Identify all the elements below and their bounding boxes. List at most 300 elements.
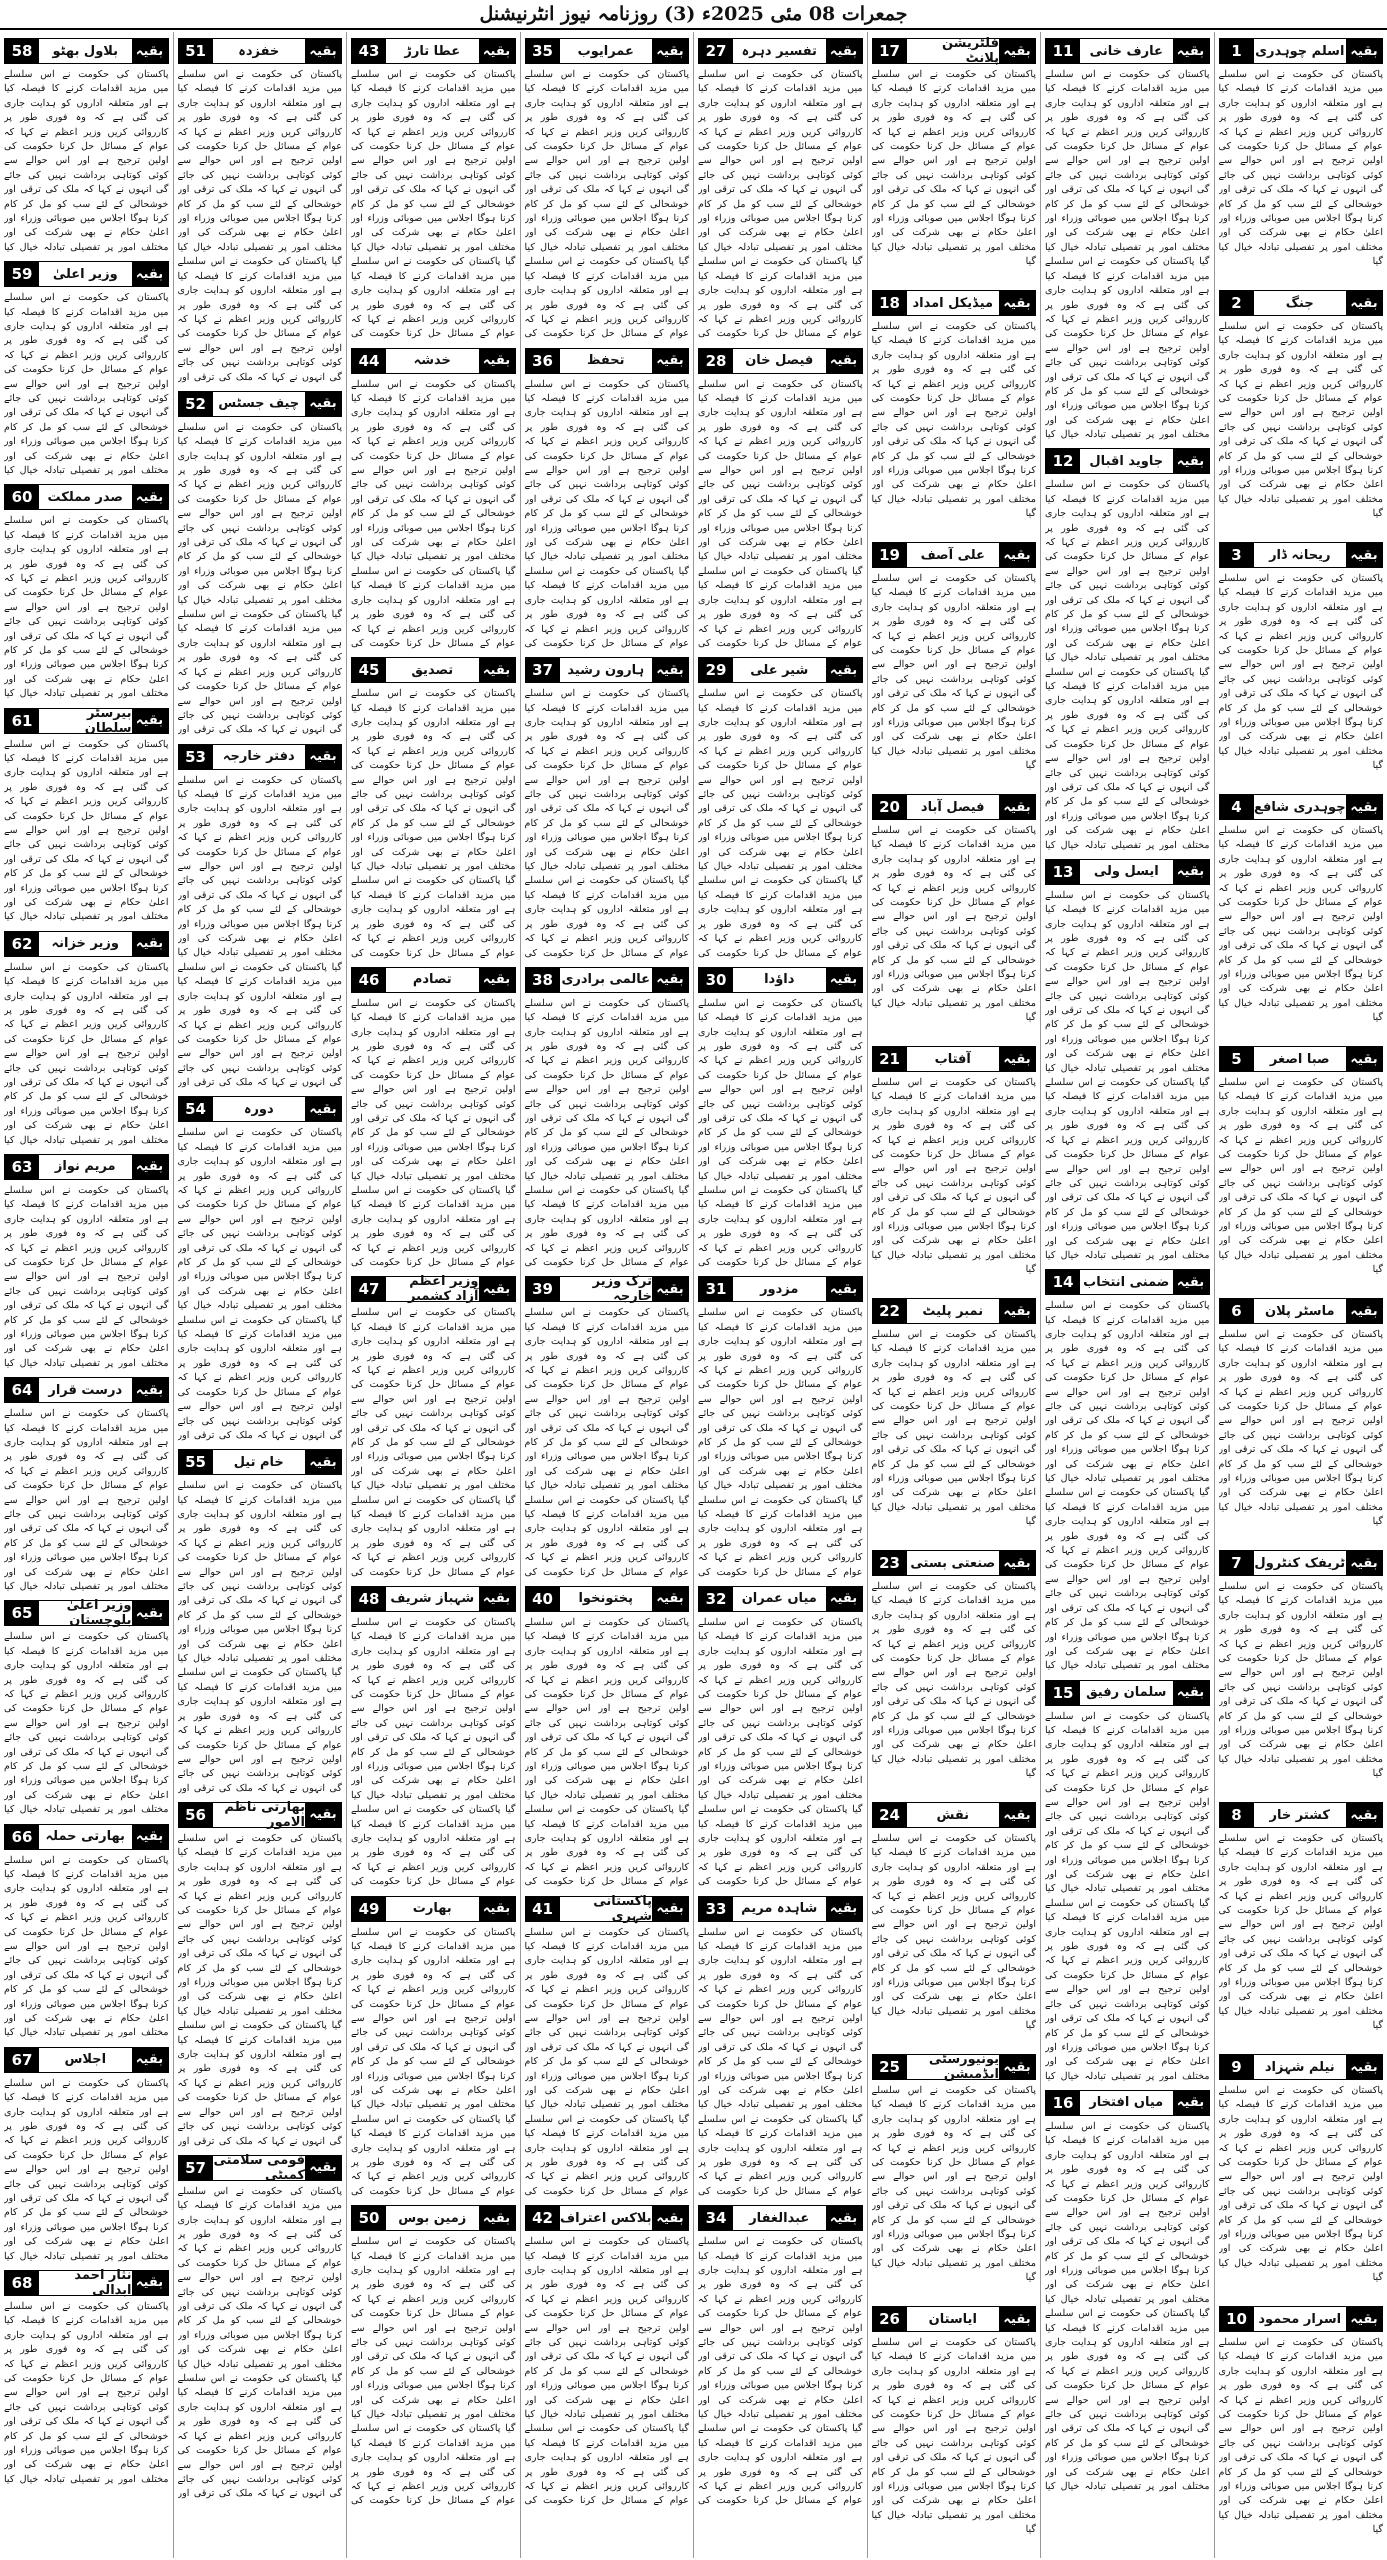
article-body: پاکستان کی حکومت نے اس سلسلے میں مزید اقدامات کرنے کا فیصلہ کیا ہے اور متعلقہ اداروں کو ہدایت جاری کی گئی ہے کہ وہ فوری طور پر کارروائی کریں وزیر اعظم نے کہا کہ عوام کے مسائل حل کرنا حکومت کی اولین ترجیح ہے اور اس حوالے سے کوئی کوتاہی برداشت نہیں کی جائے گی انہوں نے کہا کہ ملک کی ترقی اور خوشحالی کے لئے سب کو مل کر کام کرنا ہوگا اجلاس میں صوبائی وزراء اور اعلیٰ حکام نے بھی شرکت کی اور مختلف امور پر تفصیلی تبادلہ خیال کیا گیا [871,1329,1036,1528]
continuation-number: 6 [1220,1299,1254,1323]
continuation-box [872,794,1037,820]
article-body: پاکستان کی حکومت نے اس سلسلے میں مزید اقدامات کرنے کا فیصلہ کیا ہے اور متعلقہ اداروں کو ہدایت جاری کی گئی ہے کہ وہ فوری طور پر کارروائی کریں وزیر اعظم نے کہا کہ عوام کے مسائل حل کرنا حکومت کی اولین ترجیح ہے اور اس حوالے سے کوئی کوتاہی برداشت نہیں کی جائے گی انہوں نے کہا کہ ملک کی ترقی اور خوشحالی کے لئے سب کو مل کر کام کرنا ہوگا اجلاس میں صوبائی وزراء اور اعلیٰ حکام نے بھی شرکت کی اور مختلف امور پر تفصیلی تبادلہ خیال کیا گیا پاکستان کی حکومت نے اس سلسلے میں مزید اقدامات کرنے کا فیصلہ کیا ہے اور متعلقہ اداروں کو ہدایت جاری کی گئی ہے کہ وہ فوری طور پر کارروائی کریں وزیر اعظم نے کہا کہ عوام کے مسائل حل کرنا حکومت کی اولین ترجیح ہے اور اس حوالے سے کوئی کوتاہی برداشت نہیں کی جائے گی انہوں نے کہا کہ ملک کی ترقی اور [177,69,342,383]
article-body: پاکستان کی حکومت نے اس سلسلے میں مزید اقدامات کرنے کا فیصلہ کیا ہے اور متعلقہ اداروں کو ہدایت جاری کی گئی ہے کہ وہ فوری طور پر کارروائی کریں وزیر اعظم نے کہا کہ عوام کے مسائل حل کرنا حکومت کی اولین ترجیح ہے اور اس حوالے سے کوئی کوتاہی برداشت نہیں کی جائے گی انہوں نے کہا کہ ملک کی ترقی اور خوشحالی کے لئے سب کو مل کر کام کرنا ہوگا اجلاس میں صوبائی وزراء اور اعلیٰ حکام نے بھی شرکت کی اور مختلف امور پر تفصیلی تبادلہ خیال کیا گیا پاکستان کی حکومت نے اس سلسلے میں مزید اقدامات کرنے کا فیصلہ کیا ہے اور متعلقہ اداروں کو ہدایت جاری کی گئی ہے کہ وہ فوری طور پر کارروائی کریں وزیر اعظم نے کہا کہ عوام کے مسائل حل کرنا حکومت کی [698,378,863,649]
article-body: پاکستان کی حکومت نے اس سلسلے میں مزید اقدامات کرنے کا فیصلہ کیا ہے اور متعلقہ اداروں کو ہدایت جاری کی گئی ہے کہ وہ فوری طور پر کارروائی کریں وزیر اعظم نے کہا کہ عوام کے مسائل حل کرنا حکومت کی اولین ترجیح ہے اور اس حوالے سے کوئی کوتاہی برداشت نہیں کی جائے گی انہوں نے کہا کہ ملک کی ترقی اور خوشحالی کے لئے سب کو مل کر کام کرنا ہوگا اجلاس میں صوبائی وزراء اور اعلیٰ حکام نے بھی شرکت کی اور مختلف امور پر تفصیلی تبادلہ خیال کیا گیا پاکستان کی حکومت نے اس سلسلے میں مزید اقدامات کرنے کا فیصلہ کیا ہے اور متعلقہ اداروں کو ہدایت جاری کی گئی ہے کہ وہ فوری طور پر کارروائی کریں وزیر اعظم نے کہا کہ عوام کے مسائل حل کرنا حکومت کی اولین ترجیح ہے اور اس حوالے سے کوئی کوتاہی برداشت نہیں کی جائے گی انہوں نے کہا کہ ملک کی ترقی اور خوشحالی کے لئے سب کو مل کر کام کرنا ہوگا اجلاس میں صوبائی وزراء اور اعلیٰ حکام نے بھی شرکت کی اور مختلف امور پر تفصیلی تبادلہ خیال کیا [1045,479,1210,851]
continuation-box [1045,859,1210,885]
continuation-number: 23 [873,1551,907,1575]
article-body: پاکستان کی حکومت نے اس سلسلے میں مزید اقدامات کرنے کا فیصلہ کیا ہے اور متعلقہ اداروں کو ہدایت جاری کی گئی ہے کہ وہ فوری طور پر کارروائی کریں وزیر اعظم نے کہا کہ عوام کے مسائل حل کرنا حکومت کی اولین ترجیح ہے اور اس حوالے سے کوئی کوتاہی برداشت نہیں کی جائے گی انہوں نے کہا کہ ملک کی ترقی اور خوشحالی کے لئے سب کو مل کر کام کرنا ہوگا اجلاس میں صوبائی وزراء اور اعلیٰ حکام نے بھی شرکت کی اور مختلف امور پر تفصیلی تبادلہ خیال کیا گیا [871,2337,1036,2536]
continuation-word: بقیہ [132,1825,168,1849]
continuation-number: 30 [699,968,733,992]
article-body: پاکستان کی حکومت نے اس سلسلے میں مزید اقدامات کرنے کا فیصلہ کیا ہے اور متعلقہ اداروں کو ہدایت جاری کی گئی ہے کہ وہ فوری طور پر کارروائی کریں وزیر اعظم نے کہا کہ عوام کے مسائل حل کرنا حکومت کی اولین ترجیح ہے اور اس حوالے سے کوئی کوتاہی برداشت نہیں کی جائے گی انہوں نے کہا کہ ملک کی ترقی اور خوشحالی کے لئے سب کو مل کر کام کرنا ہوگا اجلاس میں صوبائی وزراء اور اعلیٰ حکام نے بھی شرکت کی اور مختلف امور پر تفصیلی تبادلہ خیال کیا گیا [1218,1077,1383,1276]
continuation-number: 54 [179,1097,213,1121]
article-body: پاکستان کی حکومت نے اس سلسلے میں مزید اقدامات کرنے کا فیصلہ کیا ہے اور متعلقہ اداروں کو ہدایت جاری کی گئی ہے کہ وہ فوری طور پر کارروائی کریں وزیر اعظم نے کہا کہ عوام کے مسائل حل کرنا حکومت کی اولین ترجیح ہے اور اس حوالے سے کوئی کوتاہی برداشت نہیں کی جائے گی انہوں نے کہا کہ ملک کی ترقی اور خوشحالی کے لئے سب کو مل کر کام کرنا ہوگا اجلاس میں صوبائی وزراء اور اعلیٰ حکام نے بھی شرکت کی اور مختلف امور پر تفصیلی تبادلہ خیال کیا گیا پاکستان کی حکومت نے اس سلسلے میں مزید اقدامات کرنے کا فیصلہ کیا ہے اور متعلقہ اداروں کو ہدایت جاری کی گئی ہے کہ وہ فوری طور پر کارروائی کریں وزیر اعظم نے کہا کہ عوام کے مسائل حل کرنا حکومت کی [698,997,863,1269]
continuation-title: میڈیکل امداد [907,291,1000,315]
continuation-number: 17 [873,39,907,63]
continuation-title: اجلاس [39,2048,132,2072]
continuation-title: شاہدہ مریم [733,1897,826,1921]
article-body: پاکستان کی حکومت نے اس سلسلے میں مزید اقدامات کرنے کا فیصلہ کیا ہے اور متعلقہ اداروں کو ہدایت جاری کی گئی ہے کہ وہ فوری طور پر کارروائی کریں وزیر اعظم نے کہا کہ عوام کے مسائل حل کرنا حکومت کی اولین ترجیح ہے اور اس حوالے سے کوئی کوتاہی برداشت نہیں کی جائے گی انہوں نے کہا کہ ملک کی ترقی اور خوشحالی کے لئے سب کو مل کر کام کرنا ہوگا اجلاس میں صوبائی وزراء اور اعلیٰ حکام نے بھی شرکت کی اور مختلف امور پر تفصیلی تبادلہ خیال کیا گیا [1218,573,1383,772]
continuation-box [178,2152,343,2183]
continuation-title: نثار احمد ابدالی [39,2271,132,2295]
continuation-title: بلاول بھٹو [39,39,132,63]
continuation-box [872,2054,1037,2080]
article-body: پاکستان کی حکومت نے اس سلسلے میں مزید اقدامات کرنے کا فیصلہ کیا ہے اور متعلقہ اداروں کو ہدایت جاری کی گئی ہے کہ وہ فوری طور پر کارروائی کریں وزیر اعظم نے کہا کہ عوام کے مسائل حل کرنا حکومت کی اولین ترجیح ہے اور اس حوالے سے کوئی کوتاہی برداشت نہیں کی جائے گی انہوں نے کہا کہ ملک کی ترقی اور خوشحالی کے لئے سب کو مل کر کام کرنا ہوگا اجلاس میں صوبائی وزراء اور اعلیٰ حکام نے بھی شرکت کی اور مختلف امور پر تفصیلی تبادلہ خیال کیا گیا پاکستان کی حکومت نے اس سلسلے میں مزید اقدامات کرنے کا فیصلہ کیا ہے اور متعلقہ اداروں کو ہدایت جاری کی گئی ہے کہ وہ فوری طور پر کارروائی کریں وزیر اعظم نے کہا کہ عوام کے مسائل حل کرنا حکومت کی اولین ترجیح ہے اور اس حوالے سے کوئی کوتاہی برداشت نہیں کی جائے گی انہوں نے کہا کہ ملک کی ترقی اور [177,421,342,736]
continuation-title: کشتر خار [1254,1803,1347,1827]
continuation-title: صنعتی بستی [907,1551,1000,1575]
continuation-box [351,1586,516,1612]
continuation-number: 68 [5,2271,39,2295]
continuation-title: میاں عمران [733,1587,826,1611]
continuation-word: بقیہ [132,39,168,63]
continuation-word: بقیہ [826,2206,862,2230]
continuation-number: 20 [873,795,907,819]
continuation-box [872,542,1037,568]
continuation-box [698,1896,863,1922]
article-body: پاکستان کی حکومت نے اس سلسلے میں مزید اقدامات کرنے کا فیصلہ کیا ہے اور متعلقہ اداروں کو ہدایت جاری کی گئی ہے کہ وہ فوری طور پر کارروائی کریں وزیر اعظم نے کہا کہ عوام کے مسائل حل کرنا حکومت کی اولین ترجیح ہے اور اس حوالے سے کوئی کوتاہی برداشت نہیں کی جائے گی انہوں نے کہا کہ ملک کی ترقی اور خوشحالی کے لئے سب کو مل کر کام کرنا ہوگا اجلاس میں صوبائی وزراء اور اعلیٰ حکام نے بھی شرکت کی اور مختلف امور پر تفصیلی تبادلہ خیال کیا گیا پاکستان کی حکومت نے اس سلسلے میں مزید اقدامات کرنے کا فیصلہ کیا ہے اور متعلقہ اداروں کو ہدایت جاری کی گئی ہے کہ وہ فوری طور پر کارروائی کریں وزیر اعظم نے کہا کہ عوام کے مسائل حل کرنا حکومت کی اولین ترجیح ہے اور اس حوالے سے کوئی کوتاہی برداشت نہیں کی جائے گی انہوں نے کہا کہ ملک کی ترقی اور خوشحالی کے لئے سب کو مل کر کام کرنا ہوگا اجلاس میں صوبائی وزراء اور اعلیٰ حکام نے بھی شرکت کی اور مختلف امور پر تفصیلی تبادلہ خیال کیا [1045,1300,1210,1672]
article-body: پاکستان کی حکومت نے اس سلسلے میں مزید اقدامات کرنے کا فیصلہ کیا ہے اور متعلقہ اداروں کو ہدایت جاری کی گئی ہے کہ وہ فوری طور پر کارروائی کریں وزیر اعظم نے کہا کہ عوام کے مسائل حل کرنا حکومت کی اولین ترجیح ہے اور اس حوالے سے کوئی کوتاہی برداشت نہیں کی جائے گی انہوں نے کہا کہ ملک کی ترقی اور خوشحالی کے لئے سب کو مل کر کام کرنا ہوگا اجلاس میں صوبائی وزراء اور اعلیٰ حکام نے بھی شرکت کی اور مختلف امور پر تفصیلی تبادلہ خیال کیا گیا پاکستان کی حکومت نے اس سلسلے میں مزید اقدامات کرنے کا فیصلہ کیا ہے اور متعلقہ اداروں کو ہدایت جاری کی گئی ہے کہ وہ فوری طور پر کارروائی کریں وزیر اعظم نے کہا کہ عوام کے مسائل حل کرنا حکومت کی اولین ترجیح ہے اور اس حوالے سے کوئی کوتاہی برداشت نہیں کی جائے گی انہوں نے کہا کہ ملک کی ترقی اور [177,1832,342,2147]
continuation-box [525,1893,690,1924]
continuation-box [4,705,169,736]
continuation-box [525,348,690,374]
article-body: پاکستان کی حکومت نے اس سلسلے میں مزید اقدامات کرنے کا فیصلہ کیا ہے اور متعلقہ اداروں کو ہدایت جاری کی گئی ہے کہ وہ فوری طور پر کارروائی کریں وزیر اعظم نے کہا کہ عوام کے مسائل حل کرنا حکومت کی اولین ترجیح ہے اور اس حوالے سے کوئی کوتاہی برداشت نہیں کی جائے گی انہوں نے کہا کہ ملک کی ترقی اور خوشحالی کے لئے سب کو مل کر کام کرنا ہوگا اجلاس میں صوبائی وزراء اور اعلیٰ حکام نے بھی شرکت کی اور مختلف امور پر تفصیلی تبادلہ خیال کیا گیا پاکستان کی حکومت نے اس سلسلے میں مزید اقدامات کرنے کا فیصلہ کیا ہے اور متعلقہ اداروں کو ہدایت جاری کی گئی ہے کہ وہ فوری طور پر کارروائی کریں وزیر اعظم نے کہا کہ عوام کے مسائل حل کرنا حکومت کی اولین ترجیح ہے اور اس حوالے سے کوئی کوتاہی برداشت نہیں کی جائے گی انہوں نے کہا کہ ملک کی ترقی اور خوشحالی کے لئے سب کو مل کر کام کرنا ہوگا اجلاس میں صوبائی وزراء اور اعلیٰ حکام نے بھی شرکت کی اور مختلف امور پر تفصیلی تبادلہ خیال کیا [1045,889,1210,1261]
continuation-word: بقیہ [132,262,168,286]
continuation-number: 55 [179,1450,213,1474]
continuation-box [872,1298,1037,1324]
continuation-box [178,38,343,64]
continuation-word: بقیہ [305,1803,341,1827]
article-body: پاکستان کی حکومت نے اس سلسلے میں مزید اقدامات کرنے کا فیصلہ کیا ہے اور متعلقہ اداروں کو ہدایت جاری کی گئی ہے کہ وہ فوری طور پر کارروائی کریں وزیر اعظم نے کہا کہ عوام کے مسائل حل کرنا حکومت کی اولین ترجیح ہے اور اس حوالے سے کوئی کوتاہی برداشت نہیں کی جائے گی انہوں نے کہا کہ ملک کی ترقی اور خوشحالی کے لئے سب کو مل کر کام کرنا ہوگا اجلاس میں صوبائی وزراء اور اعلیٰ حکام نے بھی شرکت کی اور مختلف امور پر تفصیلی تبادلہ خیال کیا [4,1854,169,2039]
continuation-number: 31 [699,1277,733,1301]
news-column [867,32,1041,2558]
continuation-word: بقیہ [305,1450,341,1474]
continuation-title: عطا تارڑ [386,39,479,63]
article-body: پاکستان کی حکومت نے اس سلسلے میں مزید اقدامات کرنے کا فیصلہ کیا ہے اور متعلقہ اداروں کو ہدایت جاری کی گئی ہے کہ وہ فوری طور پر کارروائی کریں وزیر اعظم نے کہا کہ عوام کے مسائل حل کرنا حکومت کی اولین ترجیح ہے اور اس حوالے سے کوئی کوتاہی برداشت نہیں کی جائے گی انہوں نے کہا کہ ملک کی ترقی اور خوشحالی کے لئے سب کو مل کر کام کرنا ہوگا اجلاس میں صوبائی وزراء اور اعلیٰ حکام نے بھی شرکت کی اور مختلف امور پر تفصیلی تبادلہ خیال کیا گیا پاکستان کی حکومت نے اس سلسلے میں مزید اقدامات کرنے کا فیصلہ کیا ہے اور متعلقہ اداروں کو ہدایت جاری کی گئی ہے کہ وہ فوری طور پر کارروائی کریں وزیر اعظم نے کہا کہ عوام کے مسائل حل کرنا حکومت کی [524,2236,689,2507]
news-column [346,32,520,2558]
continuation-box [1219,1802,1384,1828]
continuation-number: 33 [699,1897,733,1921]
article-body: پاکستان کی حکومت نے اس سلسلے میں مزید اقدامات کرنے کا فیصلہ کیا ہے اور متعلقہ اداروں کو ہدایت جاری کی گئی ہے کہ وہ فوری طور پر کارروائی کریں وزیر اعظم نے کہا کہ عوام کے مسائل حل کرنا حکومت کی اولین ترجیح ہے اور اس حوالے سے کوئی کوتاہی برداشت نہیں کی جائے گی انہوں نے کہا کہ ملک کی ترقی اور خوشحالی کے لئے سب کو مل کر کام کرنا ہوگا اجلاس میں صوبائی وزراء اور اعلیٰ حکام نے بھی شرکت کی اور مختلف امور پر تفصیلی تبادلہ خیال کیا گیا پاکستان کی حکومت نے اس سلسلے میں مزید اقدامات کرنے کا فیصلہ کیا ہے اور متعلقہ اداروں کو ہدایت جاری کی گئی ہے کہ وہ فوری طور پر کارروائی کریں وزیر اعظم نے کہا کہ عوام کے مسائل حل کرنا حکومت کی اولین ترجیح ہے اور اس حوالے سے کوئی کوتاہی برداشت نہیں کی جائے گی انہوں نے کہا کہ ملک کی ترقی اور خوشحالی کے لئے سب کو مل کر کام کرنا ہوگا اجلاس میں صوبائی وزراء اور اعلیٰ حکام نے بھی شرکت کی اور مختلف امور پر تفصیلی تبادلہ خیال کیا [1045,2120,1210,2493]
article-body: پاکستان کی حکومت نے اس سلسلے میں مزید اقدامات کرنے کا فیصلہ کیا ہے اور متعلقہ اداروں کو ہدایت جاری کی گئی ہے کہ وہ فوری طور پر کارروائی کریں وزیر اعظم نے کہا کہ عوام کے مسائل حل کرنا حکومت کی اولین ترجیح ہے اور اس حوالے سے کوئی کوتاہی برداشت نہیں کی جائے گی انہوں نے کہا کہ ملک کی ترقی اور خوشحالی کے لئے سب کو مل کر کام کرنا ہوگا اجلاس میں صوبائی وزراء اور اعلیٰ حکام نے بھی شرکت کی اور مختلف امور پر تفصیلی تبادلہ خیال کیا [4,292,169,477]
article-body: پاکستان کی حکومت نے اس سلسلے میں مزید اقدامات کرنے کا فیصلہ کیا ہے اور متعلقہ اداروں کو ہدایت جاری کی گئی ہے کہ وہ فوری طور پر کارروائی کریں وزیر اعظم نے کہا کہ عوام کے مسائل حل کرنا حکومت کی اولین ترجیح ہے اور اس حوالے سے کوئی کوتاہی برداشت نہیں کی جائے گی انہوں نے کہا کہ ملک کی ترقی اور خوشحالی کے لئے سب کو مل کر کام کرنا ہوگا اجلاس میں صوبائی وزراء اور اعلیٰ حکام نے بھی شرکت کی اور مختلف امور پر تفصیلی تبادلہ خیال کیا گیا [871,69,1036,268]
continuation-word: بقیہ [999,1299,1035,1323]
continuation-title: بھارت [386,1897,479,1921]
continuation-box [525,1274,690,1305]
continuation-title: تفسیر دہرہ [733,39,826,63]
article-body: پاکستان کی حکومت نے اس سلسلے میں مزید اقدامات کرنے کا فیصلہ کیا ہے اور متعلقہ اداروں کو ہدایت جاری کی گئی ہے کہ وہ فوری طور پر کارروائی کریں وزیر اعظم نے کہا کہ عوام کے مسائل حل کرنا حکومت کی اولین ترجیح ہے اور اس حوالے سے کوئی کوتاہی برداشت نہیں کی جائے گی انہوں نے کہا کہ ملک کی ترقی اور خوشحالی کے لئے سب کو مل کر کام کرنا ہوگا اجلاس میں صوبائی وزراء اور اعلیٰ حکام نے بھی شرکت کی اور مختلف امور پر تفصیلی تبادلہ خیال کیا گیا پاکستان کی حکومت نے اس سلسلے میں مزید اقدامات کرنے کا فیصلہ کیا ہے اور متعلقہ اداروں کو ہدایت جاری کی گئی ہے کہ وہ فوری طور پر کارروائی کریں وزیر اعظم نے کہا کہ عوام کے مسائل حل کرنا حکومت کی اولین ترجیح ہے اور اس حوالے سے کوئی کوتاہی برداشت نہیں کی جائے گی انہوں نے کہا کہ ملک کی ترقی اور [177,1480,342,1794]
continuation-number: 25 [873,2055,907,2079]
continuation-title: وزیر اعلیٰ [39,262,132,286]
news-column [693,32,867,2558]
continuation-word: بقیہ [479,968,515,992]
continuation-word: بقیہ [479,1897,515,1921]
continuation-box [1045,38,1210,64]
page-header [0,0,1387,30]
article-body: پاکستان کی حکومت نے اس سلسلے میں مزید اقدامات کرنے کا فیصلہ کیا ہے اور متعلقہ اداروں کو ہدایت جاری کی گئی ہے کہ وہ فوری طور پر کارروائی کریں وزیر اعظم نے کہا کہ عوام کے مسائل حل کرنا حکومت کی اولین ترجیح ہے اور اس حوالے سے کوئی کوتاہی برداشت نہیں کی جائے گی انہوں نے کہا کہ ملک کی ترقی اور خوشحالی کے لئے سب کو مل کر کام کرنا ہوگا اجلاس میں صوبائی وزراء اور اعلیٰ حکام نے بھی شرکت کی اور مختلف امور پر تفصیلی تبادلہ خیال کیا گیا پاکستان کی حکومت نے اس سلسلے میں مزید اقدامات کرنے کا فیصلہ کیا ہے اور متعلقہ اداروں کو ہدایت جاری کی گئی ہے کہ وہ فوری طور پر کارروائی کریں وزیر اعظم نے کہا کہ عوام کے مسائل حل کرنا حکومت کی اولین ترجیح ہے اور اس حوالے سے کوئی کوتاہی برداشت نہیں کی جائے گی انہوں نے کہا کہ ملک کی ترقی اور خوشحالی کے لئے سب کو مل کر کام کرنا ہوگا اجلاس میں صوبائی وزراء اور اعلیٰ حکام نے بھی شرکت کی اور مختلف امور پر تفصیلی تبادلہ خیال کیا [1045,69,1210,441]
continuation-box [178,744,343,770]
continuation-word: بقیہ [132,2271,168,2295]
article-body: پاکستان کی حکومت نے اس سلسلے میں مزید اقدامات کرنے کا فیصلہ کیا ہے اور متعلقہ اداروں کو ہدایت جاری کی گئی ہے کہ وہ فوری طور پر کارروائی کریں وزیر اعظم نے کہا کہ عوام کے مسائل حل کرنا حکومت کی اولین ترجیح ہے اور اس حوالے سے کوئی کوتاہی برداشت نہیں کی جائے گی انہوں نے کہا کہ ملک کی ترقی اور خوشحالی کے لئے سب کو مل کر کام کرنا ہوگا اجلاس میں صوبائی وزراء اور اعلیٰ حکام نے بھی شرکت کی اور مختلف امور پر تفصیلی تبادلہ خیال کیا گیا پاکستان کی حکومت نے اس سلسلے میں مزید اقدامات کرنے کا فیصلہ کیا ہے اور متعلقہ اداروں کو ہدایت جاری کی گئی ہے کہ وہ فوری طور پر کارروائی کریں وزیر اعظم نے کہا کہ عوام کے مسائل حل کرنا حکومت کی [524,1307,689,1578]
continuation-number: 49 [352,1897,386,1921]
continuation-number: 36 [526,349,560,373]
article-body: پاکستان کی حکومت نے اس سلسلے میں مزید اقدامات کرنے کا فیصلہ کیا ہے اور متعلقہ اداروں کو ہدایت جاری کی گئی ہے کہ وہ فوری طور پر کارروائی کریں وزیر اعظم نے کہا کہ عوام کے مسائل حل کرنا حکومت کی اولین ترجیح ہے اور اس حوالے سے کوئی کوتاہی برداشت نہیں کی جائے گی انہوں نے کہا کہ ملک کی ترقی اور خوشحالی کے لئے سب کو مل کر کام کرنا ہوگا اجلاس میں صوبائی وزراء اور اعلیٰ حکام نے بھی شرکت کی اور مختلف امور پر تفصیلی تبادلہ خیال کیا گیا پاکستان کی حکومت نے اس سلسلے میں مزید اقدامات کرنے کا فیصلہ کیا ہے اور متعلقہ اداروں کو ہدایت جاری کی گئی ہے کہ وہ فوری طور پر کارروائی کریں وزیر اعظم نے کہا کہ عوام کے مسائل حل کرنا حکومت کی [351,688,516,959]
continuation-box [1045,448,1210,474]
continuation-word: بقیہ [479,39,515,63]
continuation-number: 16 [1046,2091,1080,2115]
continuation-word: بقیہ [652,1587,688,1611]
continuation-number: 35 [526,39,560,63]
continuation-word: بقیہ [652,968,688,992]
article-body: پاکستان کی حکومت نے اس سلسلے میں مزید اقدامات کرنے کا فیصلہ کیا ہے اور متعلقہ اداروں کو ہدایت جاری کی گئی ہے کہ وہ فوری طور پر کارروائی کریں وزیر اعظم نے کہا کہ عوام کے مسائل حل کرنا حکومت کی اولین ترجیح ہے اور اس حوالے سے کوئی کوتاہی برداشت نہیں کی جائے گی انہوں نے کہا کہ ملک کی ترقی اور خوشحالی کے لئے سب کو مل کر کام کرنا ہوگا اجلاس میں صوبائی وزراء اور اعلیٰ حکام نے بھی شرکت کی اور مختلف امور پر تفصیلی تبادلہ خیال کیا گیا پاکستان کی حکومت نے اس سلسلے میں مزید اقدامات کرنے کا فیصلہ کیا ہے اور متعلقہ اداروں کو ہدایت جاری کی گئی ہے کہ وہ فوری طور پر کارروائی کریں وزیر اعظم نے کہا کہ عوام کے مسائل حل کرنا حکومت کی [524,1926,689,2197]
continuation-word: بقیہ [479,1277,515,1301]
continuation-word: بقیہ [999,1803,1035,1827]
article-body: پاکستان کی حکومت نے اس سلسلے میں مزید اقدامات کرنے کا فیصلہ کیا ہے اور متعلقہ اداروں کو ہدایت جاری کی گئی ہے کہ وہ فوری طور پر کارروائی کریں وزیر اعظم نے کہا کہ عوام کے مسائل حل کرنا حکومت کی اولین ترجیح ہے اور اس حوالے سے کوئی کوتاہی برداشت نہیں کی جائے گی انہوں نے کہا کہ ملک کی ترقی اور خوشحالی کے لئے سب کو مل کر کام کرنا ہوگا اجلاس میں صوبائی وزراء اور اعلیٰ حکام نے بھی شرکت کی اور مختلف امور پر تفصیلی تبادلہ خیال کیا گیا پاکستان کی حکومت نے اس سلسلے میں مزید اقدامات کرنے کا فیصلہ کیا ہے اور متعلقہ اداروں کو ہدایت جاری کی گئی ہے کہ وہ فوری طور پر کارروائی کریں وزیر اعظم نے کہا کہ عوام کے مسائل حل کرنا حکومت کی [698,1926,863,2197]
continuation-number: 24 [873,1803,907,1827]
continuation-number: 26 [873,2307,907,2331]
article-body: پاکستان کی حکومت نے اس سلسلے میں مزید اقدامات کرنے کا فیصلہ کیا ہے اور متعلقہ اداروں کو ہدایت جاری کی گئی ہے کہ وہ فوری طور پر کارروائی کریں وزیر اعظم نے کہا کہ عوام کے مسائل حل کرنا حکومت کی اولین ترجیح ہے اور اس حوالے سے کوئی کوتاہی برداشت نہیں کی جائے گی انہوں نے کہا کہ ملک کی ترقی اور خوشحالی کے لئے سب کو مل کر کام کرنا ہوگا اجلاس میں صوبائی وزراء اور اعلیٰ حکام نے بھی شرکت کی اور مختلف امور پر تفصیلی تبادلہ خیال کیا گیا [871,2085,1036,2284]
continuation-word: بقیہ [999,39,1035,63]
continuation-box [4,484,169,510]
continuation-box [698,1586,863,1612]
article-body: پاکستان کی حکومت نے اس سلسلے میں مزید اقدامات کرنے کا فیصلہ کیا ہے اور متعلقہ اداروں کو ہدایت جاری کی گئی ہے کہ وہ فوری طور پر کارروائی کریں وزیر اعظم نے کہا کہ عوام کے مسائل حل کرنا حکومت کی اولین ترجیح ہے اور اس حوالے سے کوئی کوتاہی برداشت نہیں کی جائے گی انہوں نے کہا کہ ملک کی ترقی اور خوشحالی کے لئے سب کو مل کر کام کرنا ہوگا اجلاس میں صوبائی وزراء اور اعلیٰ حکام نے بھی شرکت کی اور مختلف امور پر تفصیلی تبادلہ خیال کیا گیا پاکستان کی حکومت نے اس سلسلے میں مزید اقدامات کرنے کا فیصلہ کیا ہے اور متعلقہ اداروں کو ہدایت جاری کی گئی ہے کہ وہ فوری طور پر کارروائی کریں وزیر اعظم نے کہا کہ عوام کے مسائل حل کرنا حکومت کی [524,688,689,959]
continuation-number: 22 [873,1299,907,1323]
continuation-number: 37 [526,658,560,682]
continuation-number: 51 [179,39,213,63]
continuation-word: بقیہ [826,968,862,992]
continuation-word: بقیہ [479,658,515,682]
continuation-box [351,348,516,374]
article-body: پاکستان کی حکومت نے اس سلسلے میں مزید اقدامات کرنے کا فیصلہ کیا ہے اور متعلقہ اداروں کو ہدایت جاری کی گئی ہے کہ وہ فوری طور پر کارروائی کریں وزیر اعظم نے کہا کہ عوام کے مسائل حل کرنا حکومت کی اولین ترجیح ہے اور اس حوالے سے کوئی کوتاہی برداشت نہیں کی جائے گی انہوں نے کہا کہ ملک کی ترقی اور خوشحالی کے لئے سب کو مل کر کام کرنا ہوگا اجلاس میں صوبائی وزراء اور اعلیٰ حکام نے بھی شرکت کی اور مختلف امور پر تفصیلی تبادلہ خیال کیا [4,2300,169,2485]
continuation-number: 11 [1046,39,1080,63]
continuation-word: بقیہ [826,349,862,373]
article-body: پاکستان کی حکومت نے اس سلسلے میں مزید اقدامات کرنے کا فیصلہ کیا ہے اور متعلقہ اداروں کو ہدایت جاری کی گئی ہے کہ وہ فوری طور پر کارروائی کریں وزیر اعظم نے کہا کہ عوام کے مسائل حل کرنا حکومت کی اولین ترجیح ہے اور اس حوالے سے کوئی کوتاہی برداشت نہیں کی جائے گی انہوں نے کہا کہ ملک کی ترقی اور خوشحالی کے لئے سب کو مل کر کام کرنا ہوگا اجلاس میں صوبائی وزراء اور اعلیٰ حکام نے بھی شرکت کی اور مختلف امور پر تفصیلی تبادلہ خیال کیا [4,1408,169,1592]
continuation-box [178,1449,343,1475]
article-body: پاکستان کی حکومت نے اس سلسلے میں مزید اقدامات کرنے کا فیصلہ کیا ہے اور متعلقہ اداروں کو ہدایت جاری کی گئی ہے کہ وہ فوری طور پر کارروائی کریں وزیر اعظم نے کہا کہ عوام کے مسائل حل کرنا حکومت کی اولین ترجیح ہے اور اس حوالے سے کوئی کوتاہی برداشت نہیں کی جائے گی انہوں نے کہا کہ ملک کی ترقی اور خوشحالی کے لئے سب کو مل کر کام کرنا ہوگا اجلاس میں صوبائی وزراء اور اعلیٰ حکام نے بھی شرکت کی اور مختلف امور پر تفصیلی تبادلہ خیال کیا گیا پاکستان کی حکومت نے اس سلسلے میں مزید اقدامات کرنے کا فیصلہ کیا ہے اور متعلقہ اداروں کو ہدایت جاری کی گئی ہے کہ وہ فوری طور پر کارروائی کریں وزیر اعظم نے کہا کہ عوام کے مسائل حل کرنا حکومت کی [351,1307,516,1578]
continuation-title: تحفظ [560,349,653,373]
continuation-word: بقیہ [1173,1270,1209,1294]
continuation-word: بقیہ [305,2156,341,2180]
continuation-box [1219,1550,1384,1576]
article-body: پاکستان کی حکومت نے اس سلسلے میں مزید اقدامات کرنے کا فیصلہ کیا ہے اور متعلقہ اداروں کو ہدایت جاری کی گئی ہے کہ وہ فوری طور پر کارروائی کریں وزیر اعظم نے کہا کہ عوام کے مسائل حل کرنا حکومت کی اولین ترجیح ہے اور اس حوالے سے کوئی کوتاہی برداشت نہیں کی جائے گی انہوں نے کہا کہ ملک کی ترقی اور خوشحالی کے لئے سب کو مل کر کام کرنا ہوگا اجلاس میں صوبائی وزراء اور اعلیٰ حکام نے بھی شرکت کی اور مختلف امور پر تفصیلی تبادلہ خیال کیا گیا پاکستان کی حکومت نے اس سلسلے میں مزید اقدامات کرنے کا فیصلہ کیا ہے اور متعلقہ اداروں کو ہدایت جاری کی گئی ہے کہ وہ فوری طور پر کارروائی کریں وزیر اعظم نے کہا کہ عوام کے مسائل حل کرنا حکومت کی [698,1307,863,1578]
continuation-word: بقیہ [652,658,688,682]
continuation-title: بھارتی ناظم الامور [213,1803,306,1827]
continuation-title: زمین بوس [386,2206,479,2230]
continuation-title: عارف خانی [1080,39,1173,63]
continuation-box [698,657,863,683]
continuation-title: شیر علی [733,658,826,682]
continuation-number: 18 [873,291,907,315]
continuation-word: بقیہ [132,1155,168,1179]
continuation-number: 10 [1220,2307,1254,2331]
continuation-word: بقیہ [826,1277,862,1301]
continuation-number: 7 [1220,1551,1254,1575]
continuation-word: بقیہ [132,932,168,956]
continuation-title: دفتر خارجہ [213,745,306,769]
continuation-box [698,967,863,993]
continuation-word: بقیہ [479,349,515,373]
continuation-title: خام تیل [213,1450,306,1474]
continuation-box [872,290,1037,316]
article-body: پاکستان کی حکومت نے اس سلسلے میں مزید اقدامات کرنے کا فیصلہ کیا ہے اور متعلقہ اداروں کو ہدایت جاری کی گئی ہے کہ وہ فوری طور پر کارروائی کریں وزیر اعظم نے کہا کہ عوام کے مسائل حل کرنا حکومت کی اولین ترجیح ہے اور اس حوالے سے کوئی کوتاہی برداشت نہیں کی جائے گی انہوں نے کہا کہ ملک کی ترقی اور خوشحالی کے لئے سب کو مل کر کام کرنا ہوگا اجلاس میں صوبائی وزراء اور اعلیٰ حکام نے بھی شرکت کی اور مختلف امور پر تفصیلی تبادلہ خیال کیا گیا [1218,321,1383,520]
continuation-box [872,1046,1037,1072]
continuation-number: 67 [5,2048,39,2072]
article-body: پاکستان کی حکومت نے اس سلسلے میں مزید اقدامات کرنے کا فیصلہ کیا ہے اور متعلقہ اداروں کو ہدایت جاری کی گئی ہے کہ وہ فوری طور پر کارروائی کریں وزیر اعظم نے کہا کہ عوام کے مسائل حل کرنا حکومت کی اولین ترجیح ہے اور اس حوالے سے کوئی کوتاہی برداشت نہیں کی جائے گی انہوں نے کہا کہ ملک کی ترقی اور خوشحالی کے لئے سب کو مل کر کام کرنا ہوگا اجلاس میں صوبائی وزراء اور اعلیٰ حکام نے بھی شرکت کی اور مختلف امور پر تفصیلی تبادلہ خیال کیا گیا پاکستان کی حکومت نے اس سلسلے میں مزید اقدامات کرنے کا فیصلہ کیا ہے اور متعلقہ اداروں کو ہدایت جاری کی گئی ہے کہ وہ فوری طور پر کارروائی کریں وزیر اعظم نے کہا کہ عوام کے مسائل حل کرنا حکومت کی اولین ترجیح ہے اور اس حوالے سے کوئی کوتاہی برداشت نہیں کی جائے گی انہوں نے کہا کہ ملک کی ترقی اور [177,2185,342,2500]
continuation-title: ہارون رشید [560,658,653,682]
continuation-box [351,657,516,683]
article-body: پاکستان کی حکومت نے اس سلسلے میں مزید اقدامات کرنے کا فیصلہ کیا ہے اور متعلقہ اداروں کو ہدایت جاری کی گئی ہے کہ وہ فوری طور پر کارروائی کریں وزیر اعظم نے کہا کہ عوام کے مسائل حل کرنا حکومت کی اولین ترجیح ہے اور اس حوالے سے کوئی کوتاہی برداشت نہیں کی جائے گی انہوں نے کہا کہ ملک کی ترقی اور خوشحالی کے لئے سب کو مل کر کام کرنا ہوگا اجلاس میں صوبائی وزراء اور اعلیٰ حکام نے بھی شرکت کی اور مختلف امور پر تفصیلی تبادلہ خیال کیا گیا [1218,2085,1383,2284]
continuation-box [351,38,516,64]
article-body: پاکستان کی حکومت نے اس سلسلے میں مزید اقدامات کرنے کا فیصلہ کیا ہے اور متعلقہ اداروں کو ہدایت جاری کی گئی ہے کہ وہ فوری طور پر کارروائی کریں وزیر اعظم نے کہا کہ عوام کے مسائل حل کرنا حکومت کی اولین ترجیح ہے اور اس حوالے سے کوئی کوتاہی برداشت نہیں کی جائے گی انہوں نے کہا کہ ملک کی ترقی اور خوشحالی کے لئے سب کو مل کر کام کرنا ہوگا اجلاس میں صوبائی وزراء اور اعلیٰ حکام نے بھی شرکت کی اور مختلف امور پر تفصیلی تبادلہ خیال کیا گیا [871,1077,1036,1276]
continuation-box [698,348,863,374]
article-body: پاکستان کی حکومت نے اس سلسلے میں مزید اقدامات کرنے کا فیصلہ کیا ہے اور متعلقہ اداروں کو ہدایت جاری کی گئی ہے کہ وہ فوری طور پر کارروائی کریں وزیر اعظم نے کہا کہ عوام کے مسائل حل کرنا حکومت کی اولین ترجیح ہے اور اس حوالے سے کوئی کوتاہی برداشت نہیں کی جائے گی انہوں نے کہا کہ ملک کی ترقی اور خوشحالی کے لئے سب کو مل کر کام کرنا ہوگا اجلاس میں صوبائی وزراء اور اعلیٰ حکام نے بھی شرکت کی اور مختلف امور پر تفصیلی تبادلہ خیال کیا گیا پاکستان کی حکومت نے اس سلسلے میں مزید اقدامات کرنے کا فیصلہ کیا ہے اور متعلقہ اداروں کو ہدایت جاری کی گئی ہے کہ وہ فوری طور پر کارروائی کریں وزیر اعظم نے کہا کہ عوام کے مسائل حل کرنا حکومت کی [524,69,689,340]
continuation-title: فیصل آباد [907,795,1000,819]
continuation-word: بقیہ [1346,39,1382,63]
continuation-number: 40 [526,1587,560,1611]
continuation-number: 9 [1220,2055,1254,2079]
continuation-box [698,1276,863,1302]
continuation-word: بقیہ [132,2048,168,2072]
continuation-title: میاں افتخار [1080,2091,1173,2115]
continuation-number: 38 [526,968,560,992]
continuation-number: 32 [699,1587,733,1611]
continuation-title: ضمنی انتخاب [1080,1270,1173,1294]
continuation-title: خفزدہ [213,39,306,63]
continuation-number: 2 [1220,291,1254,315]
continuation-box [525,2205,690,2231]
continuation-box [4,2267,169,2298]
continuation-title: مزدور [733,1277,826,1301]
continuation-title: ٹریفک کنٹرول [1254,1551,1347,1575]
continuation-box [178,1096,343,1122]
continuation-box [872,1802,1037,1828]
newspaper-page [0,32,1387,2558]
continuation-title: وزیر اعظم آزاد کشمیر [386,1277,479,1301]
article-body: پاکستان کی حکومت نے اس سلسلے میں مزید اقدامات کرنے کا فیصلہ کیا ہے اور متعلقہ اداروں کو ہدایت جاری کی گئی ہے کہ وہ فوری طور پر کارروائی کریں وزیر اعظم نے کہا کہ عوام کے مسائل حل کرنا حکومت کی اولین ترجیح ہے اور اس حوالے سے کوئی کوتاہی برداشت نہیں کی جائے گی انہوں نے کہا کہ ملک کی ترقی اور خوشحالی کے لئے سب کو مل کر کام کرنا ہوگا اجلاس میں صوبائی وزراء اور اعلیٰ حکام نے بھی شرکت کی اور مختلف امور پر تفصیلی تبادلہ خیال کیا گیا پاکستان کی حکومت نے اس سلسلے میں مزید اقدامات کرنے کا فیصلہ کیا ہے اور متعلقہ اداروں کو ہدایت جاری کی گئی ہے کہ وہ فوری طور پر کارروائی کریں وزیر اعظم نے کہا کہ عوام کے مسائل حل کرنا حکومت کی [524,997,689,1269]
continuation-word: بقیہ [1346,1551,1382,1575]
continuation-box [872,38,1037,64]
continuation-box [525,38,690,64]
continuation-number: 60 [5,485,39,509]
continuation-word: بقیہ [1346,1299,1382,1323]
continuation-word: بقیہ [132,1378,168,1402]
continuation-word: بقیہ [479,2206,515,2230]
continuation-box [4,1377,169,1403]
article-body: پاکستان کی حکومت نے اس سلسلے میں مزید اقدامات کرنے کا فیصلہ کیا ہے اور متعلقہ اداروں کو ہدایت جاری کی گئی ہے کہ وہ فوری طور پر کارروائی کریں وزیر اعظم نے کہا کہ عوام کے مسائل حل کرنا حکومت کی اولین ترجیح ہے اور اس حوالے سے کوئی کوتاہی برداشت نہیں کی جائے گی انہوں نے کہا کہ ملک کی ترقی اور خوشحالی کے لئے سب کو مل کر کام کرنا ہوگا اجلاس میں صوبائی وزراء اور اعلیٰ حکام نے بھی شرکت کی اور مختلف امور پر تفصیلی تبادلہ خیال کیا گیا [1218,1833,1383,2032]
article-body: پاکستان کی حکومت نے اس سلسلے میں مزید اقدامات کرنے کا فیصلہ کیا ہے اور متعلقہ اداروں کو ہدایت جاری کی گئی ہے کہ وہ فوری طور پر کارروائی کریں وزیر اعظم نے کہا کہ عوام کے مسائل حل کرنا حکومت کی اولین ترجیح ہے اور اس حوالے سے کوئی کوتاہی برداشت نہیں کی جائے گی انہوں نے کہا کہ ملک کی ترقی اور خوشحالی کے لئے سب کو مل کر کام کرنا ہوگا اجلاس میں صوبائی وزراء اور اعلیٰ حکام نے بھی شرکت کی اور مختلف امور پر تفصیلی تبادلہ خیال کیا گیا پاکستان کی حکومت نے اس سلسلے میں مزید اقدامات کرنے کا فیصلہ کیا ہے اور متعلقہ اداروں کو ہدایت جاری کی گئی ہے کہ وہ فوری طور پر کارروائی کریں وزیر اعظم نے کہا کہ عوام کے مسائل حل کرنا حکومت کی [524,378,689,649]
continuation-box [872,2306,1037,2332]
article-body: پاکستان کی حکومت نے اس سلسلے میں مزید اقدامات کرنے کا فیصلہ کیا ہے اور متعلقہ اداروں کو ہدایت جاری کی گئی ہے کہ وہ فوری طور پر کارروائی کریں وزیر اعظم نے کہا کہ عوام کے مسائل حل کرنا حکومت کی اولین ترجیح ہے اور اس حوالے سے کوئی کوتاہی برداشت نہیں کی جائے گی انہوں نے کہا کہ ملک کی ترقی اور خوشحالی کے لئے سب کو مل کر کام کرنا ہوگا اجلاس میں صوبائی وزراء اور اعلیٰ حکام نے بھی شرکت کی اور مختلف امور پر تفصیلی تبادلہ خیال کیا [4,2077,169,2262]
continuation-title: چیف جسٹس [213,392,306,416]
news-column [173,32,347,2558]
continuation-box [1219,1298,1384,1324]
continuation-title: سلمان رفیق [1080,1681,1173,1705]
continuation-title: تصادم [386,968,479,992]
continuation-number: 61 [5,709,39,733]
continuation-box [4,261,169,287]
article-body: پاکستان کی حکومت نے اس سلسلے میں مزید اقدامات کرنے کا فیصلہ کیا ہے اور متعلقہ اداروں کو ہدایت جاری کی گئی ہے کہ وہ فوری طور پر کارروائی کریں وزیر اعظم نے کہا کہ عوام کے مسائل حل کرنا حکومت کی اولین ترجیح ہے اور اس حوالے سے کوئی کوتاہی برداشت نہیں کی جائے گی انہوں نے کہا کہ ملک کی ترقی اور خوشحالی کے لئے سب کو مل کر کام کرنا ہوگا اجلاس میں صوبائی وزراء اور اعلیٰ حکام نے بھی شرکت کی اور مختلف امور پر تفصیلی تبادلہ خیال کیا [4,515,169,700]
continuation-word: بقیہ [305,39,341,63]
article-body: پاکستان کی حکومت نے اس سلسلے میں مزید اقدامات کرنے کا فیصلہ کیا ہے اور متعلقہ اداروں کو ہدایت جاری کی گئی ہے کہ وہ فوری طور پر کارروائی کریں وزیر اعظم نے کہا کہ عوام کے مسائل حل کرنا حکومت کی اولین ترجیح ہے اور اس حوالے سے کوئی کوتاہی برداشت نہیں کی جائے گی انہوں نے کہا کہ ملک کی ترقی اور خوشحالی کے لئے سب کو مل کر کام کرنا ہوگا اجلاس میں صوبائی وزراء اور اعلیٰ حکام نے بھی شرکت کی اور مختلف امور پر تفصیلی تبادلہ خیال کیا گیا [1218,2337,1383,2536]
continuation-title: جنگ [1254,291,1347,315]
continuation-word: بقیہ [1173,39,1209,63]
article-body: پاکستان کی حکومت نے اس سلسلے میں مزید اقدامات کرنے کا فیصلہ کیا ہے اور متعلقہ اداروں کو ہدایت جاری کی گئی ہے کہ وہ فوری طور پر کارروائی کریں وزیر اعظم نے کہا کہ عوام کے مسائل حل کرنا حکومت کی اولین ترجیح ہے اور اس حوالے سے کوئی کوتاہی برداشت نہیں کی جائے گی انہوں نے کہا کہ ملک کی ترقی اور خوشحالی کے لئے سب کو مل کر کام کرنا ہوگا اجلاس میں صوبائی وزراء اور اعلیٰ حکام نے بھی شرکت کی اور مختلف امور پر تفصیلی تبادلہ خیال کیا [4,1184,169,1369]
continuation-number: 62 [5,932,39,956]
continuation-number: 45 [352,658,386,682]
continuation-word: بقیہ [305,745,341,769]
continuation-number: 8 [1220,1803,1254,1827]
continuation-title: یونیورسٹی ایڈمیشن [907,2055,1000,2079]
continuation-number: 56 [179,1803,213,1827]
continuation-number: 53 [179,745,213,769]
continuation-number: 12 [1046,449,1080,473]
article-body: پاکستان کی حکومت نے اس سلسلے میں مزید اقدامات کرنے کا فیصلہ کیا ہے اور متعلقہ اداروں کو ہدایت جاری کی گئی ہے کہ وہ فوری طور پر کارروائی کریں وزیر اعظم نے کہا کہ عوام کے مسائل حل کرنا حکومت کی اولین ترجیح ہے اور اس حوالے سے کوئی کوتاہی برداشت نہیں کی جائے گی انہوں نے کہا کہ ملک کی ترقی اور خوشحالی کے لئے سب کو مل کر کام کرنا ہوگا اجلاس میں صوبائی وزراء اور اعلیٰ حکام نے بھی شرکت کی اور مختلف امور پر تفصیلی تبادلہ خیال کیا گیا پاکستان کی حکومت نے اس سلسلے میں مزید اقدامات کرنے کا فیصلہ کیا ہے اور متعلقہ اداروں کو ہدایت جاری کی گئی ہے کہ وہ فوری طور پر کارروائی کریں وزیر اعظم نے کہا کہ عوام کے مسائل حل کرنا حکومت کی [351,69,516,340]
continuation-box [525,1586,690,1612]
continuation-number: 13 [1046,860,1080,884]
continuation-title: عالمی برادری [560,968,653,992]
continuation-box [1219,2054,1384,2080]
continuation-number: 64 [5,1378,39,1402]
continuation-box [351,2205,516,2231]
article-body: پاکستان کی حکومت نے اس سلسلے میں مزید اقدامات کرنے کا فیصلہ کیا ہے اور متعلقہ اداروں کو ہدایت جاری کی گئی ہے کہ وہ فوری طور پر کارروائی کریں وزیر اعظم نے کہا کہ عوام کے مسائل حل کرنا حکومت کی اولین ترجیح ہے اور اس حوالے سے کوئی کوتاہی برداشت نہیں کی جائے گی انہوں نے کہا کہ ملک کی ترقی اور خوشحالی کے لئے سب کو مل کر کام کرنا ہوگا اجلاس میں صوبائی وزراء اور اعلیٰ حکام نے بھی شرکت کی اور مختلف امور پر تفصیلی تبادلہ خیال کیا گیا [1218,825,1383,1024]
continuation-title: فلٹریشن پلانٹ [907,39,1000,63]
continuation-number: 41 [526,1897,560,1921]
continuation-box [4,931,169,957]
article-body: پاکستان کی حکومت نے اس سلسلے میں مزید اقدامات کرنے کا فیصلہ کیا ہے اور متعلقہ اداروں کو ہدایت جاری کی گئی ہے کہ وہ فوری طور پر کارروائی کریں وزیر اعظم نے کہا کہ عوام کے مسائل حل کرنا حکومت کی اولین ترجیح ہے اور اس حوالے سے کوئی کوتاہی برداشت نہیں کی جائے گی انہوں نے کہا کہ ملک کی ترقی اور خوشحالی کے لئے سب کو مل کر کام کرنا ہوگا اجلاس میں صوبائی وزراء اور اعلیٰ حکام نے بھی شرکت کی اور مختلف امور پر تفصیلی تبادلہ خیال کیا گیا پاکستان کی حکومت نے اس سلسلے میں مزید اقدامات کرنے کا فیصلہ کیا ہے اور متعلقہ اداروں کو ہدایت جاری کی گئی ہے کہ وہ فوری طور پر کارروائی کریں وزیر اعظم نے کہا کہ عوام کے مسائل حل کرنا حکومت کی [351,1926,516,2197]
continuation-word: بقیہ [1173,1681,1209,1705]
news-column [0,32,173,2558]
continuation-number: 52 [179,392,213,416]
continuation-title: اسلم چوہدری [1254,39,1347,63]
continuation-box [4,1154,169,1180]
continuation-box [351,1274,516,1305]
continuation-word: بقیہ [1346,795,1382,819]
continuation-box [351,1896,516,1922]
continuation-word: بقیہ [999,2307,1035,2331]
article-body: پاکستان کی حکومت نے اس سلسلے میں مزید اقدامات کرنے کا فیصلہ کیا ہے اور متعلقہ اداروں کو ہدایت جاری کی گئی ہے کہ وہ فوری طور پر کارروائی کریں وزیر اعظم نے کہا کہ عوام کے مسائل حل کرنا حکومت کی اولین ترجیح ہے اور اس حوالے سے کوئی کوتاہی برداشت نہیں کی جائے گی انہوں نے کہا کہ ملک کی ترقی اور خوشحالی کے لئے سب کو مل کر کام کرنا ہوگا اجلاس میں صوبائی وزراء اور اعلیٰ حکام نے بھی شرکت کی اور مختلف امور پر تفصیلی تبادلہ خیال کیا گیا [871,825,1036,1024]
article-body: پاکستان کی حکومت نے اس سلسلے میں مزید اقدامات کرنے کا فیصلہ کیا ہے اور متعلقہ اداروں کو ہدایت جاری کی گئی ہے کہ وہ فوری طور پر کارروائی کریں وزیر اعظم نے کہا کہ عوام کے مسائل حل کرنا حکومت کی اولین ترجیح ہے اور اس حوالے سے کوئی کوتاہی برداشت نہیں کی جائے گی انہوں نے کہا کہ ملک کی ترقی اور خوشحالی کے لئے سب کو مل کر کام کرنا ہوگا اجلاس میں صوبائی وزراء اور اعلیٰ حکام نے بھی شرکت کی اور مختلف امور پر تفصیلی تبادلہ خیال کیا گیا پاکستان کی حکومت نے اس سلسلے میں مزید اقدامات کرنے کا فیصلہ کیا ہے اور متعلقہ اداروں کو ہدایت جاری کی گئی ہے کہ وہ فوری طور پر کارروائی کریں وزیر اعظم نے کہا کہ عوام کے مسائل حل کرنا حکومت کی اولین ترجیح ہے اور اس حوالے سے کوئی کوتاہی برداشت نہیں کی جائے گی انہوں نے کہا کہ ملک کی ترقی اور [177,1127,342,1441]
continuation-title: ریحانہ ڈار [1254,543,1347,567]
continuation-box [1219,1046,1384,1072]
continuation-number: 46 [352,968,386,992]
continuation-word: بقیہ [999,2055,1035,2079]
continuation-box [1045,1680,1210,1706]
continuation-title: اسرار محمود [1254,2307,1347,2331]
continuation-box [525,967,690,993]
article-body: پاکستان کی حکومت نے اس سلسلے میں مزید اقدامات کرنے کا فیصلہ کیا ہے اور متعلقہ اداروں کو ہدایت جاری کی گئی ہے کہ وہ فوری طور پر کارروائی کریں وزیر اعظم نے کہا کہ عوام کے مسائل حل کرنا حکومت کی اولین ترجیح ہے اور اس حوالے سے کوئی کوتاہی برداشت نہیں کی جائے گی انہوں نے کہا کہ ملک کی ترقی اور خوشحالی کے لئے سب کو مل کر کام کرنا ہوگا اجلاس میں صوبائی وزراء اور اعلیٰ حکام نے بھی شرکت کی اور مختلف امور پر تفصیلی تبادلہ خیال کیا گیا پاکستان کی حکومت نے اس سلسلے میں مزید اقدامات کرنے کا فیصلہ کیا ہے اور متعلقہ اداروں کو ہدایت جاری کی گئی ہے کہ وہ فوری طور پر کارروائی کریں وزیر اعظم نے کہا کہ عوام کے مسائل حل کرنا حکومت کی [351,2236,516,2507]
continuation-number: 65 [5,1601,39,1625]
continuation-number: 58 [5,39,39,63]
continuation-box [1045,1269,1210,1295]
continuation-title: پختونخوا [560,1587,653,1611]
article-body: پاکستان کی حکومت نے اس سلسلے میں مزید اقدامات کرنے کا فیصلہ کیا ہے اور متعلقہ اداروں کو ہدایت جاری کی گئی ہے کہ وہ فوری طور پر کارروائی کریں وزیر اعظم نے کہا کہ عوام کے مسائل حل کرنا حکومت کی اولین ترجیح ہے اور اس حوالے سے کوئی کوتاہی برداشت نہیں کی جائے گی انہوں نے کہا کہ ملک کی ترقی اور خوشحالی کے لئے سب کو مل کر کام کرنا ہوگا اجلاس میں صوبائی وزراء اور اعلیٰ حکام نے بھی شرکت کی اور مختلف امور پر تفصیلی تبادلہ خیال کیا گیا [1218,1329,1383,1528]
newspaper-masthead: جمعرات 08 مئی 2025ء (3) روزنامہ نیوز انٹرنیشنل [479,3,908,25]
continuation-number: 50 [352,2206,386,2230]
continuation-title: ایسل ولی [1080,860,1173,884]
continuation-box [698,2205,863,2231]
continuation-number: 4 [1220,795,1254,819]
continuation-number: 5 [1220,1047,1254,1071]
continuation-title: بیرسٹر سلطان [39,709,132,733]
continuation-word: بقیہ [652,349,688,373]
continuation-word: بقیہ [652,1277,688,1301]
continuation-box [178,391,343,417]
article-body: پاکستان کی حکومت نے اس سلسلے میں مزید اقدامات کرنے کا فیصلہ کیا ہے اور متعلقہ اداروں کو ہدایت جاری کی گئی ہے کہ وہ فوری طور پر کارروائی کریں وزیر اعظم نے کہا کہ عوام کے مسائل حل کرنا حکومت کی اولین ترجیح ہے اور اس حوالے سے کوئی کوتاہی برداشت نہیں کی جائے گی انہوں نے کہا کہ ملک کی ترقی اور خوشحالی کے لئے سب کو مل کر کام کرنا ہوگا اجلاس میں صوبائی وزراء اور اعلیٰ حکام نے بھی شرکت کی اور مختلف امور پر تفصیلی تبادلہ خیال کیا گیا پاکستان کی حکومت نے اس سلسلے میں مزید اقدامات کرنے کا فیصلہ کیا ہے اور متعلقہ اداروں کو ہدایت جاری کی گئی ہے کہ وہ فوری طور پر کارروائی کریں وزیر اعظم نے کہا کہ عوام کے مسائل حل کرنا حکومت کی اولین ترجیح ہے اور اس حوالے سے کوئی کوتاہی برداشت نہیں کی جائے گی انہوں نے کہا کہ ملک کی ترقی اور خوشحالی کے لئے سب کو مل کر کام کرنا ہوگا اجلاس میں صوبائی وزراء اور اعلیٰ حکام نے بھی شرکت کی اور مختلف امور پر تفصیلی تبادلہ خیال کیا [1045,1710,1210,2082]
article-body: پاکستان کی حکومت نے اس سلسلے میں مزید اقدامات کرنے کا فیصلہ کیا ہے اور متعلقہ اداروں کو ہدایت جاری کی گئی ہے کہ وہ فوری طور پر کارروائی کریں وزیر اعظم نے کہا کہ عوام کے مسائل حل کرنا حکومت کی اولین ترجیح ہے اور اس حوالے سے کوئی کوتاہی برداشت نہیں کی جائے گی انہوں نے کہا کہ ملک کی ترقی اور خوشحالی کے لئے سب کو مل کر کام کرنا ہوگا اجلاس میں صوبائی وزراء اور اعلیٰ حکام نے بھی شرکت کی اور مختلف امور پر تفصیلی تبادلہ خیال کیا گیا [1218,69,1383,268]
continuation-box [1219,2306,1384,2332]
continuation-word: بقیہ [1173,2091,1209,2115]
article-body: پاکستان کی حکومت نے اس سلسلے میں مزید اقدامات کرنے کا فیصلہ کیا ہے اور متعلقہ اداروں کو ہدایت جاری کی گئی ہے کہ وہ فوری طور پر کارروائی کریں وزیر اعظم نے کہا کہ عوام کے مسائل حل کرنا حکومت کی اولین ترجیح ہے اور اس حوالے سے کوئی کوتاہی برداشت نہیں کی جائے گی انہوں نے کہا کہ ملک کی ترقی اور خوشحالی کے لئے سب کو مل کر کام کرنا ہوگا اجلاس میں صوبائی وزراء اور اعلیٰ حکام نے بھی شرکت کی اور مختلف امور پر تفصیلی تبادلہ خیال کیا گیا پاکستان کی حکومت نے اس سلسلے میں مزید اقدامات کرنے کا فیصلہ کیا ہے اور متعلقہ اداروں کو ہدایت جاری کی گئی ہے کہ وہ فوری طور پر کارروائی کریں وزیر اعظم نے کہا کہ عوام کے مسائل حل کرنا حکومت کی [351,378,516,649]
article-body: پاکستان کی حکومت نے اس سلسلے میں مزید اقدامات کرنے کا فیصلہ کیا ہے اور متعلقہ اداروں کو ہدایت جاری کی گئی ہے کہ وہ فوری طور پر کارروائی کریں وزیر اعظم نے کہا کہ عوام کے مسائل حل کرنا حکومت کی اولین ترجیح ہے اور اس حوالے سے کوئی کوتاہی برداشت نہیں کی جائے گی انہوں نے کہا کہ ملک کی ترقی اور خوشحالی کے لئے سب کو مل کر کام کرنا ہوگا اجلاس میں صوبائی وزراء اور اعلیٰ حکام نے بھی شرکت کی اور مختلف امور پر تفصیلی تبادلہ خیال کیا گیا پاکستان کی حکومت نے اس سلسلے میں مزید اقدامات کرنے کا فیصلہ کیا ہے اور متعلقہ اداروں کو ہدایت جاری کی گئی ہے کہ وہ فوری طور پر کارروائی کریں وزیر اعظم نے کہا کہ عوام کے مسائل حل کرنا حکومت کی [351,1616,516,1888]
continuation-word: بقیہ [1346,2055,1382,2079]
continuation-number: 3 [1220,543,1254,567]
continuation-title: تصدیق [386,658,479,682]
article-body: پاکستان کی حکومت نے اس سلسلے میں مزید اقدامات کرنے کا فیصلہ کیا ہے اور متعلقہ اداروں کو ہدایت جاری کی گئی ہے کہ وہ فوری طور پر کارروائی کریں وزیر اعظم نے کہا کہ عوام کے مسائل حل کرنا حکومت کی اولین ترجیح ہے اور اس حوالے سے کوئی کوتاہی برداشت نہیں کی جائے گی انہوں نے کہا کہ ملک کی ترقی اور خوشحالی کے لئے سب کو مل کر کام کرنا ہوگا اجلاس میں صوبائی وزراء اور اعلیٰ حکام نے بھی شرکت کی اور مختلف امور پر تفصیلی تبادلہ خیال کیا گیا [871,1833,1036,2032]
continuation-word: بقیہ [999,1047,1035,1071]
article-body: پاکستان کی حکومت نے اس سلسلے میں مزید اقدامات کرنے کا فیصلہ کیا ہے اور متعلقہ اداروں کو ہدایت جاری کی گئی ہے کہ وہ فوری طور پر کارروائی کریں وزیر اعظم نے کہا کہ عوام کے مسائل حل کرنا حکومت کی اولین ترجیح ہے اور اس حوالے سے کوئی کوتاہی برداشت نہیں کی جائے گی انہوں نے کہا کہ ملک کی ترقی اور خوشحالی کے لئے سب کو مل کر کام کرنا ہوگا اجلاس میں صوبائی وزراء اور اعلیٰ حکام نے بھی شرکت کی اور مختلف امور پر تفصیلی تبادلہ خیال کیا گیا [871,1581,1036,1780]
continuation-title: بھارتی حملہ [39,1825,132,1849]
continuation-word: بقیہ [652,1897,688,1921]
continuation-word: بقیہ [652,39,688,63]
continuation-number: 47 [352,1277,386,1301]
continuation-number: 34 [699,2206,733,2230]
continuation-number: 43 [352,39,386,63]
continuation-box [525,657,690,683]
continuation-box [1219,542,1384,568]
continuation-title: داؤدا [733,968,826,992]
continuation-number: 29 [699,658,733,682]
continuation-title: نمبر پلیٹ [907,1299,1000,1323]
continuation-box [178,1799,343,1830]
continuation-box [872,1550,1037,1576]
continuation-title: صبا اصغر [1254,1047,1347,1071]
continuation-number: 28 [699,349,733,373]
continuation-word: بقیہ [1173,449,1209,473]
continuation-title: ماسٹر پلان [1254,1299,1347,1323]
continuation-box [1219,290,1384,316]
continuation-title: بلاکس اعتراف [560,2206,653,2230]
continuation-title: پاکستانی شہری [560,1897,653,1921]
continuation-title: درست قرار [39,1378,132,1402]
continuation-word: بقیہ [1346,2307,1382,2331]
continuation-title: دورہ [213,1097,306,1121]
continuation-title: شہباز شریف [386,1587,479,1611]
continuation-word: بقیہ [652,2206,688,2230]
continuation-number: 14 [1046,1270,1080,1294]
continuation-box [4,1598,169,1629]
continuation-number: 63 [5,1155,39,1179]
continuation-number: 19 [873,543,907,567]
continuation-title: ایاستان [907,2307,1000,2331]
continuation-number: 48 [352,1587,386,1611]
continuation-title: صدر مملکت [39,485,132,509]
article-body: پاکستان کی حکومت نے اس سلسلے میں مزید اقدامات کرنے کا فیصلہ کیا ہے اور متعلقہ اداروں کو ہدایت جاری کی گئی ہے کہ وہ فوری طور پر کارروائی کریں وزیر اعظم نے کہا کہ عوام کے مسائل حل کرنا حکومت کی اولین ترجیح ہے اور اس حوالے سے کوئی کوتاہی برداشت نہیں کی جائے گی انہوں نے کہا کہ ملک کی ترقی اور خوشحالی کے لئے سب کو مل کر کام کرنا ہوگا اجلاس میں صوبائی وزراء اور اعلیٰ حکام نے بھی شرکت کی اور مختلف امور پر تفصیلی تبادلہ خیال کیا [4,69,169,253]
continuation-word: بقیہ [999,543,1035,567]
continuation-word: بقیہ [826,1897,862,1921]
continuation-word: بقیہ [479,1587,515,1611]
continuation-box [1219,38,1384,64]
continuation-number: 57 [179,2156,213,2180]
article-body: پاکستان کی حکومت نے اس سلسلے میں مزید اقدامات کرنے کا فیصلہ کیا ہے اور متعلقہ اداروں کو ہدایت جاری کی گئی ہے کہ وہ فوری طور پر کارروائی کریں وزیر اعظم نے کہا کہ عوام کے مسائل حل کرنا حکومت کی اولین ترجیح ہے اور اس حوالے سے کوئی کوتاہی برداشت نہیں کی جائے گی انہوں نے کہا کہ ملک کی ترقی اور خوشحالی کے لئے سب کو مل کر کام کرنا ہوگا اجلاس میں صوبائی وزراء اور اعلیٰ حکام نے بھی شرکت کی اور مختلف امور پر تفصیلی تبادلہ خیال کیا گیا پاکستان کی حکومت نے اس سلسلے میں مزید اقدامات کرنے کا فیصلہ کیا ہے اور متعلقہ اداروں کو ہدایت جاری کی گئی ہے کہ وہ فوری طور پر کارروائی کریں وزیر اعظم نے کہا کہ عوام کے مسائل حل کرنا حکومت کی [698,69,863,340]
continuation-title: وزیر خزانہ [39,932,132,956]
continuation-title: ترک وزیر خارجہ [560,1277,653,1301]
continuation-title: عبدالغفار [733,2206,826,2230]
continuation-word: بقیہ [999,795,1035,819]
continuation-box [1219,794,1384,820]
continuation-word: بقیہ [132,485,168,509]
continuation-number: 39 [526,1277,560,1301]
continuation-word: بقیہ [826,39,862,63]
continuation-title: وزیر اعلیٰ بلوچستان [39,1601,132,1625]
continuation-word: بقیہ [1346,543,1382,567]
continuation-box [698,38,863,64]
